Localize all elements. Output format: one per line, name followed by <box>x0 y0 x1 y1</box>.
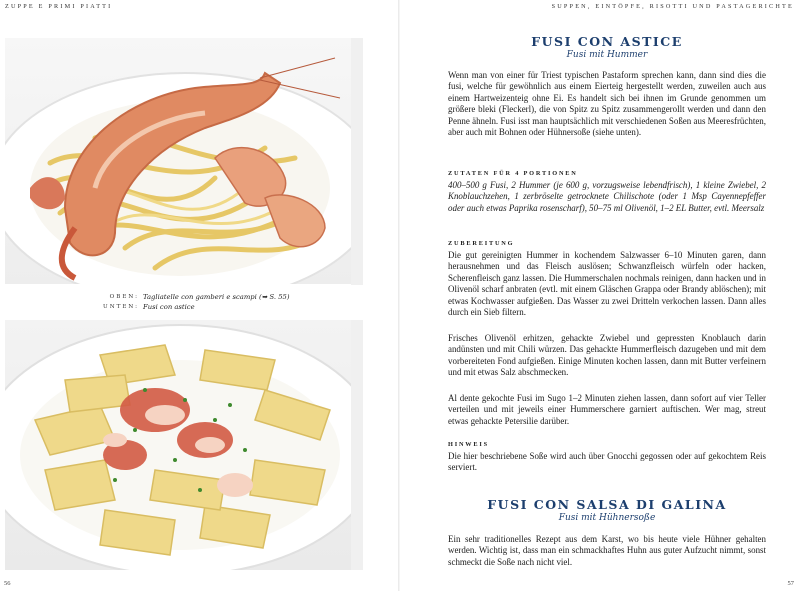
recipe-2-subtitle: Fusi mit Hühnersoße <box>558 513 656 523</box>
note-label: HINWEIS <box>448 441 489 448</box>
photo-captions <box>95 292 290 312</box>
photo-edge-strip-2 <box>351 320 363 570</box>
caption-bottom <box>95 302 290 312</box>
fusi-lobster-illustration <box>5 320 351 570</box>
shrimp-pasta-illustration <box>5 38 351 284</box>
caption-bottom-text: Fusi con astice <box>143 303 195 311</box>
ingredients-label: ZUTATEN FÜR 4 PORTIONEN <box>448 170 578 177</box>
recipe-1-intro: Wenn man von einer für Triest typischen Pastaform sprechen kann, dann sind dies die fusi, welche für gewöhnlich aus einem Eierteig hergestellt werden, zuweilen auch aus einem Hartweizenteig ohne Ei. Es handelt sich bei ihnen im Grunde genommen um größere bleki (Fleckerl), die von Spitz zu Spitz zusammengerollt werden und dann den Penne ähneln. Fusi isst man hauptsächlich mit verschiedenen Soßen aus Meeresfrüchten, aber auch mit Bohnen oder Hühnersoße (siehe unten). <box>448 70 766 138</box>
preparation-label: ZUBEREITUNG <box>448 240 515 247</box>
note-text: Die hier beschriebene Soße wird auch über Gnocchi gegossen oder auf gekochtem Reis serviert. <box>448 451 766 473</box>
photo-edge-strip <box>351 38 363 285</box>
right-page <box>400 0 800 591</box>
preparation-step-2: Frisches Olivenöl erhitzen, gehackte Zwiebel und gepressten Knoblauch darin andünsten und mit Chili würzen. Das gehackte Hummerfleisch dazugeben und mit dem vorbereiteten Fond aufgießen. Einige Minuten kochen lassen, dann mit Butter verfeinern und mit etwas Salz abschmecken. <box>448 333 766 378</box>
recipe-1-title: FUSI CON ASTICE <box>531 34 683 49</box>
preparation-step-3: Al dente gekochte Fusi im Sugo 1–2 Minuten ziehen lassen, dann sofort auf vier Teller verteilen und mit jeweils einer Hummerschere garniert auftischen. Wer mag, streut etwas gehackte Petersilie darüber. <box>448 393 766 426</box>
page-number-right: 57 <box>787 580 794 587</box>
running-header-right: SUPPEN, EINTÖPFE, RISOTTI UND PASTAGERICHTE <box>551 3 794 10</box>
caption-top <box>95 292 290 302</box>
recipe-2-title: FUSI CON SALSA DI GALINA <box>487 497 727 512</box>
caption-top-text: Tagliatelle con gamberi e scampi (➥ S. 55) <box>143 293 290 301</box>
preparation-step-1: Die gut gereinigten Hummer in kochendem Salzwasser 6–10 Minuten garen, dann herausnehmen und das Fleisch auslösen; Schwanzfleisch würfeln oder hacken, Scherenfleisch ganz lassen. Die Hummerschalen nochmals reinigen, dann hacken und in Olivenöl scharf anbraten (evtl. mit einem Gläschen Grappa oder Brandy ablöschen); mit etwas Kochwasser aufgießen. Das Wasser zu zwei Dritteln verkochen lassen. Dann alles durch ein Sieb filtern. <box>448 250 766 318</box>
recipe-1-subtitle: Fusi mit Hummer <box>566 50 648 60</box>
page-number-left: 56 <box>4 580 11 587</box>
caption-bottom-label: UNTEN: <box>102 304 139 310</box>
recipe-1 <box>448 34 766 60</box>
photo-fusi-con-astice <box>5 320 351 570</box>
ingredients-text: 400–500 g Fusi, 2 Hummer (je 600 g, vorzugsweise lebendfrisch), 1 kleine Zwiebel, 2 Knoblauchzehen, 1 zerbröselte getrocknete Chilischote (oder 1 Msp Cayennepfeffer oder auch etwas Paprika rosenscharf), 50–75 ml Olivenöl, 1–2 EL Butter, evtl. Meersalz <box>448 180 766 213</box>
photo-tagliatelle-gamberi <box>5 38 351 284</box>
caption-top-label: OBEN: <box>109 294 139 300</box>
recipe-2 <box>448 497 766 523</box>
recipe-2-intro: Ein sehr traditionelles Rezept aus dem Karst, wo bis heute viele Hühner gehalten werden. Wichtig ist, dass man ein schmackhaftes Huhn aus guter Aufzucht nimmt, sonst schmeckt die Soße nach nicht viel. <box>448 534 766 567</box>
running-header-left: ZUPPE E PRIMI PIATTI <box>5 3 113 10</box>
